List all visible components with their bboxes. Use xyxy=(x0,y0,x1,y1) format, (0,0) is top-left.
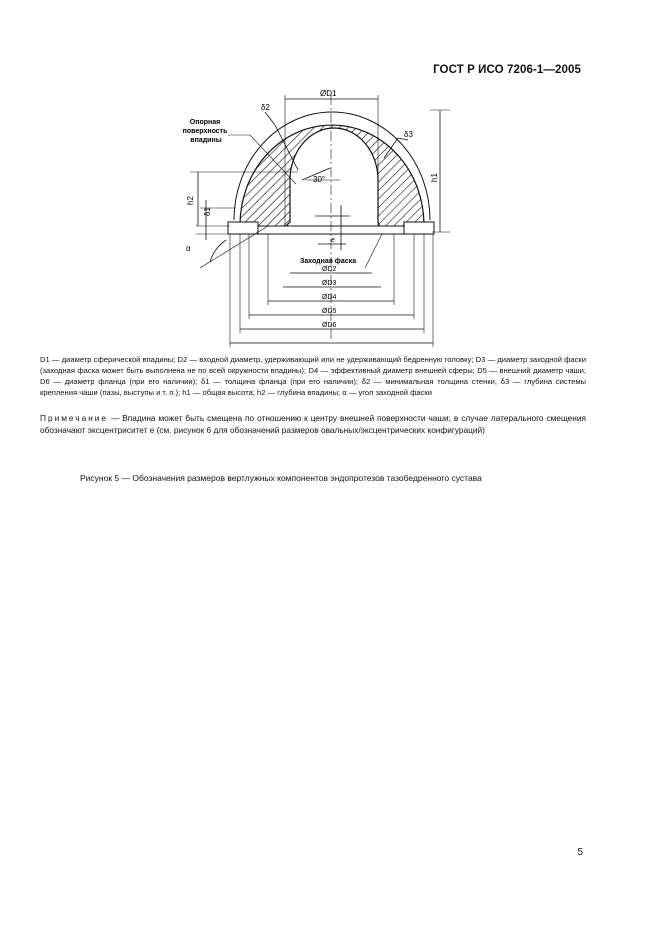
dim-delta1: δ1 xyxy=(203,207,212,216)
bottom-dimensions xyxy=(230,234,433,347)
note-block xyxy=(40,412,586,436)
bearing-surface-label: Опорная поверхность впадины xyxy=(182,119,228,144)
dim-D2: ØD2 xyxy=(322,266,337,273)
figure-legend: D1 — диаметр сферической впадины; D2 — входной диаметр, удерживающий или не удерживающий бедренную головку; D3 — диаметр заходной фаски (заходная фаска может быть выполнена не по всей окружности впадины); D4 — эффективный диаметр внешней сферы; D5 — внешний диаметр чаши; D6 — диаметр фланца (при его наличии); δ1 — толщина фланца (при его наличии); δ2 — минимальная толщина стенки, δ3 — глубина системы крепления чаши (пазы, выступы и т. п.); h1 — общая высота; h2 — глубина впадины; α — угол заходной фаски xyxy=(40,355,586,397)
flange-left xyxy=(228,222,258,234)
dim-D4: ØD4 xyxy=(322,294,337,301)
acetabular-component-figure xyxy=(0,0,661,360)
dim-delta2: δ2 xyxy=(261,103,270,112)
dim-alpha: α xyxy=(186,244,191,253)
angle-label: 30° xyxy=(313,175,326,184)
dim-e: e xyxy=(331,237,335,244)
standard-header: ГОСТ Р ИСО 7206-1—2005 xyxy=(433,64,581,76)
dim-D3: ØD3 xyxy=(322,280,337,287)
figure-caption: Рисунок 5 — Обозначения размеров вертлужных компонентов эндопротезов тазобедренного сустава xyxy=(80,473,482,483)
page-number: 5 xyxy=(577,847,583,858)
dim-delta3: δ3 xyxy=(404,130,413,139)
flange-right xyxy=(404,222,434,234)
note-label: Примечание xyxy=(40,413,109,423)
entry-chamfer-label: Заходная фаска xyxy=(300,258,357,265)
note-text: — Впадина может быть смещена по отношению к центру внешней поверхности чаши; в случае латерального смещения обозначают эксцентриситет e (см. рисунок 6 для обозначений размеров овальных/эксцентрических конфигураций) xyxy=(40,413,586,435)
dim-D6: ØD6 xyxy=(322,322,337,329)
dim-h2: h2 xyxy=(186,196,195,205)
dim-D1: ØD1 xyxy=(320,89,337,98)
dim-h1: h1 xyxy=(430,173,439,182)
dim-D5: ØD5 xyxy=(322,308,337,315)
